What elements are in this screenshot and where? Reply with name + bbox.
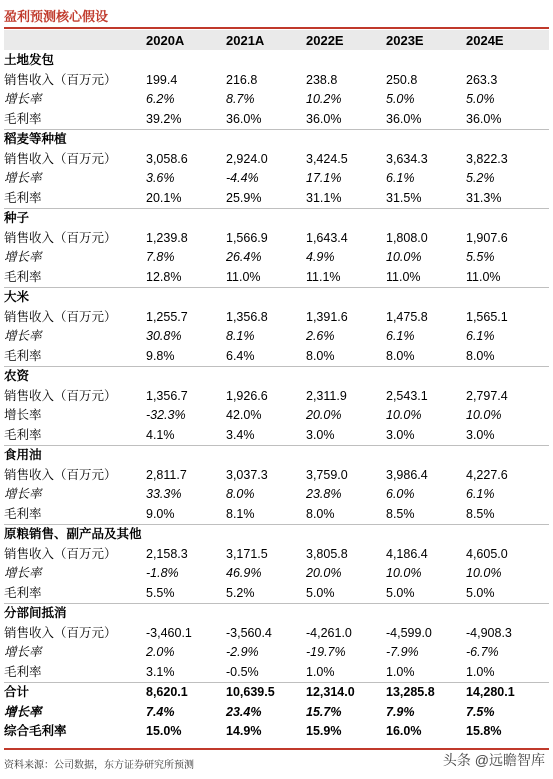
cell-value: 5.0% <box>466 585 495 600</box>
cell-value: -3,460.1 <box>146 625 192 640</box>
cell-value: 3.6% <box>146 171 175 185</box>
section-label: 土地发包 <box>4 53 55 67</box>
cell-value: 6.2% <box>146 92 175 106</box>
row-label: 合计 <box>4 685 30 699</box>
cell-value: 1,356.7 <box>146 388 188 403</box>
cell-value: 42.0% <box>226 408 262 422</box>
section-label: 稻麦等种植 <box>4 132 67 146</box>
cell-value: 8.5% <box>466 506 495 521</box>
cell-value: 36.0% <box>466 111 502 126</box>
cell-value: 1,239.8 <box>146 230 188 245</box>
table-row <box>4 624 549 644</box>
table-row <box>4 150 549 170</box>
cell-value: 36.0% <box>306 111 342 126</box>
cell-value: 4,605.0 <box>466 546 508 561</box>
cell-value: 10.0% <box>386 408 422 422</box>
cell-value: 10.0% <box>386 250 422 264</box>
table-header <box>4 30 549 50</box>
cell-value: 1,566.9 <box>226 230 268 245</box>
section-row <box>4 604 549 624</box>
cell-value: 10.0% <box>466 408 502 422</box>
header-col-2020a: 2020A <box>146 32 185 48</box>
cell-value: 11.0% <box>466 269 501 284</box>
cell-value: 1.0% <box>386 664 415 679</box>
cell-value: 3,058.6 <box>146 151 188 166</box>
table-row <box>4 169 549 189</box>
cell-value: 6.1% <box>386 329 415 343</box>
cell-value: 15.7% <box>306 704 342 719</box>
cell-value: 263.3 <box>466 72 498 87</box>
cell-value: 5.2% <box>466 171 495 185</box>
table-row <box>4 643 549 663</box>
cell-value: -3,560.4 <box>226 625 272 640</box>
cell-value: 5.2% <box>226 585 255 600</box>
cell-value: 16.0% <box>386 724 422 738</box>
table-row <box>4 229 549 249</box>
table-row <box>4 387 549 407</box>
cell-value: 6.1% <box>466 329 495 343</box>
header-col-2021a: 2021A <box>226 32 265 48</box>
cell-value: 23.4% <box>226 704 262 719</box>
cell-value: 7.4% <box>146 704 175 719</box>
cell-value: 2,797.4 <box>466 388 508 403</box>
cell-value: 8.0% <box>306 506 335 521</box>
cell-value: 31.3% <box>466 190 502 205</box>
cell-value: 3,424.5 <box>306 151 348 166</box>
cell-value: 1.0% <box>466 664 495 679</box>
section-label: 食用油 <box>4 448 42 462</box>
row-label: 毛利率 <box>4 269 42 284</box>
row-label: 销售收入（百万元） <box>4 546 117 561</box>
cell-value: 3.1% <box>146 664 175 679</box>
row-label: 销售收入（百万元） <box>4 151 117 166</box>
row-label: 毛利率 <box>4 111 42 126</box>
cell-value: 2,811.7 <box>146 467 187 482</box>
cell-value: -7.9% <box>386 645 419 659</box>
section-label: 种子 <box>4 211 30 225</box>
cell-value: 1,926.6 <box>226 388 268 403</box>
source-note: 资料来源：公司数据，东方证券研究所预测 <box>4 760 194 771</box>
row-label: 毛利率 <box>4 427 42 442</box>
cell-value: 20.1% <box>146 190 182 205</box>
row-label: 毛利率 <box>4 190 42 205</box>
cell-value: 3.0% <box>306 427 335 442</box>
section-label: 农资 <box>4 369 30 383</box>
section-row <box>4 446 549 466</box>
row-label: 销售收入（百万元） <box>4 230 117 245</box>
cell-value: 8.0% <box>306 348 335 363</box>
cell-value: 10,639.5 <box>226 685 275 699</box>
cell-value: -4.4% <box>226 171 259 185</box>
row-label: 销售收入（百万元） <box>4 309 117 324</box>
cell-value: 2,924.0 <box>226 151 268 166</box>
cell-value: 4.1% <box>146 427 175 442</box>
cell-value: 2,311.9 <box>306 388 347 403</box>
table-row <box>4 485 549 505</box>
table-row <box>4 466 549 486</box>
cell-value: -2.9% <box>226 645 259 659</box>
section-label: 分部间抵消 <box>4 606 67 620</box>
cell-value: 2,158.3 <box>146 546 188 561</box>
cell-value: 8.1% <box>226 506 255 521</box>
cell-value: 2.6% <box>306 329 335 343</box>
cell-value: 5.0% <box>466 92 495 106</box>
top-rule <box>4 27 549 29</box>
cell-value: 1,565.1 <box>466 309 508 324</box>
cell-value: 8,620.1 <box>146 685 188 699</box>
cell-value: 23.8% <box>306 487 342 501</box>
table-row <box>4 268 549 289</box>
cell-value: 1,356.8 <box>226 309 268 324</box>
cell-value: 7.5% <box>466 704 495 719</box>
cell-value: 10.0% <box>386 566 422 580</box>
row-label: 毛利率 <box>4 664 42 679</box>
cell-value: 1,808.0 <box>386 230 428 245</box>
cell-value: 30.8% <box>146 329 182 343</box>
table-row <box>4 505 549 526</box>
cell-value: 5.0% <box>386 92 415 106</box>
cell-value: -19.7% <box>306 645 346 659</box>
table-row <box>4 347 549 368</box>
section-row <box>4 130 549 150</box>
section-row <box>4 367 549 387</box>
cell-value: -4,599.0 <box>386 625 432 640</box>
row-label: 销售收入（百万元） <box>4 625 117 640</box>
cell-value: 3,822.3 <box>466 151 508 166</box>
section-row <box>4 51 549 71</box>
cell-value: 1,475.8 <box>386 309 428 324</box>
cell-value: 9.0% <box>146 506 175 521</box>
table-row <box>4 90 549 110</box>
cell-value: 11.0% <box>386 269 421 284</box>
cell-value: 15.8% <box>466 724 502 738</box>
table-row <box>4 71 549 91</box>
row-label: 增长率 <box>4 92 42 106</box>
cell-value: 10.2% <box>306 92 342 106</box>
table-row <box>4 703 549 723</box>
row-label: 销售收入（百万元） <box>4 467 117 482</box>
cell-value: 12.8% <box>146 269 182 284</box>
cell-value: -4,908.3 <box>466 625 512 640</box>
cell-value: 2,543.1 <box>386 388 428 403</box>
cell-value: 4,186.4 <box>386 546 428 561</box>
header-col-2022e: 2022E <box>306 32 344 48</box>
cell-value: 3,805.8 <box>306 546 348 561</box>
cell-value: 11.1% <box>306 269 341 284</box>
cell-value: 6.1% <box>466 487 495 501</box>
row-label: 销售收入（百万元） <box>4 388 117 403</box>
table-row <box>4 406 549 426</box>
cell-value: 39.2% <box>146 111 182 126</box>
cell-value: 4.9% <box>306 250 335 264</box>
cell-value: 3.0% <box>466 427 495 442</box>
cell-value: 3,037.3 <box>226 467 268 482</box>
row-label: 增长率 <box>4 704 42 719</box>
cell-value: 31.5% <box>386 190 422 205</box>
cell-value: 15.0% <box>146 724 182 738</box>
cell-value: 3.0% <box>386 427 415 442</box>
section-row <box>4 288 549 308</box>
table-row <box>4 722 549 742</box>
cell-value: 36.0% <box>226 111 262 126</box>
cell-value: 33.3% <box>146 487 182 501</box>
cell-value: 5.5% <box>466 250 495 264</box>
cell-value: 25.9% <box>226 190 262 205</box>
cell-value: 31.1% <box>306 190 342 205</box>
table-row <box>4 663 549 684</box>
row-label: 增长率 <box>4 566 42 580</box>
table-row <box>4 308 549 328</box>
row-label: 增长率 <box>4 408 42 422</box>
row-label: 毛利率 <box>4 585 42 600</box>
cell-value: 17.1% <box>306 171 342 185</box>
cell-value: -0.5% <box>226 664 259 679</box>
cell-value: 199.4 <box>146 72 178 87</box>
table-row <box>4 564 549 584</box>
cell-value: 9.8% <box>146 348 175 363</box>
cell-value: 8.0% <box>466 348 495 363</box>
cell-value: 14.9% <box>226 724 262 738</box>
row-label: 毛利率 <box>4 348 42 363</box>
cell-value: 13,285.8 <box>386 685 435 699</box>
cell-value: 6.1% <box>386 171 415 185</box>
row-label: 增长率 <box>4 645 42 659</box>
cell-value: 7.8% <box>146 250 175 264</box>
section-label: 大米 <box>4 290 30 304</box>
cell-value: 11.0% <box>226 269 261 284</box>
cell-value: 15.9% <box>306 724 342 738</box>
table-row <box>4 426 549 447</box>
watermark <box>443 750 545 770</box>
cell-value: -4,261.0 <box>306 625 352 640</box>
cell-value: 8.0% <box>386 348 415 363</box>
cell-value: 5.5% <box>146 585 175 600</box>
section-row <box>4 209 549 229</box>
cell-value: 46.9% <box>226 566 262 580</box>
cell-value: 7.9% <box>386 704 415 719</box>
row-label: 毛利率 <box>4 506 42 521</box>
cell-value: 1.0% <box>306 664 335 679</box>
cell-value: 6.0% <box>386 487 415 501</box>
cell-value: 8.7% <box>226 92 255 106</box>
cell-value: 3,986.4 <box>386 467 428 482</box>
cell-value: 1,391.6 <box>306 309 348 324</box>
table-row <box>4 584 549 605</box>
cell-value: 3,634.3 <box>386 151 428 166</box>
cell-value: 1,255.7 <box>146 309 188 324</box>
cell-value: 216.8 <box>226 72 258 87</box>
cell-value: 8.5% <box>386 506 415 521</box>
cell-value: 3,759.0 <box>306 467 348 482</box>
cell-value: 8.0% <box>226 487 255 501</box>
cell-value: 2.0% <box>146 645 175 659</box>
header-col-2024e: 2024E <box>466 32 504 48</box>
row-label: 增长率 <box>4 250 42 264</box>
cell-value: 8.1% <box>226 329 255 343</box>
table-row <box>4 189 549 210</box>
row-label: 增长率 <box>4 329 42 343</box>
cell-value: 1,907.6 <box>466 230 508 245</box>
row-label: 销售收入（百万元） <box>4 72 117 87</box>
table-row <box>4 327 549 347</box>
section-label: 原粮销售、副产品及其他 <box>4 527 142 541</box>
table-title: 盈利预测核心假设 <box>4 9 109 24</box>
table-row <box>4 110 549 131</box>
table-row <box>4 545 549 565</box>
header-col-2023e: 2023E <box>386 32 424 48</box>
cell-value: 238.8 <box>306 72 338 87</box>
cell-value: 10.0% <box>466 566 502 580</box>
cell-value: -32.3% <box>146 408 186 422</box>
cell-value: 250.8 <box>386 72 418 87</box>
cell-value: 1,643.4 <box>306 230 348 245</box>
row-label: 综合毛利率 <box>4 724 67 738</box>
cell-value: 5.0% <box>306 585 335 600</box>
cell-value: 20.0% <box>306 408 342 422</box>
row-label: 增长率 <box>4 487 42 501</box>
forecast-table <box>4 51 549 742</box>
cell-value: 36.0% <box>386 111 422 126</box>
cell-value: 5.0% <box>386 585 415 600</box>
cell-value: 26.4% <box>226 250 262 264</box>
cell-value: 14,280.1 <box>466 685 515 699</box>
table-row <box>4 683 549 703</box>
cell-value: -6.7% <box>466 645 499 659</box>
section-row <box>4 525 549 545</box>
cell-value: 20.0% <box>306 566 342 580</box>
cell-value: 4,227.6 <box>466 467 508 482</box>
cell-value: 3,171.5 <box>226 546 268 561</box>
cell-value: 3.4% <box>226 427 255 442</box>
table-row <box>4 248 549 268</box>
row-label: 增长率 <box>4 171 42 185</box>
cell-value: 12,314.0 <box>306 685 355 699</box>
cell-value: -1.8% <box>146 566 179 580</box>
watermark-text: 头条 @远瞻智库 <box>442 752 545 768</box>
cell-value: 6.4% <box>226 348 255 363</box>
